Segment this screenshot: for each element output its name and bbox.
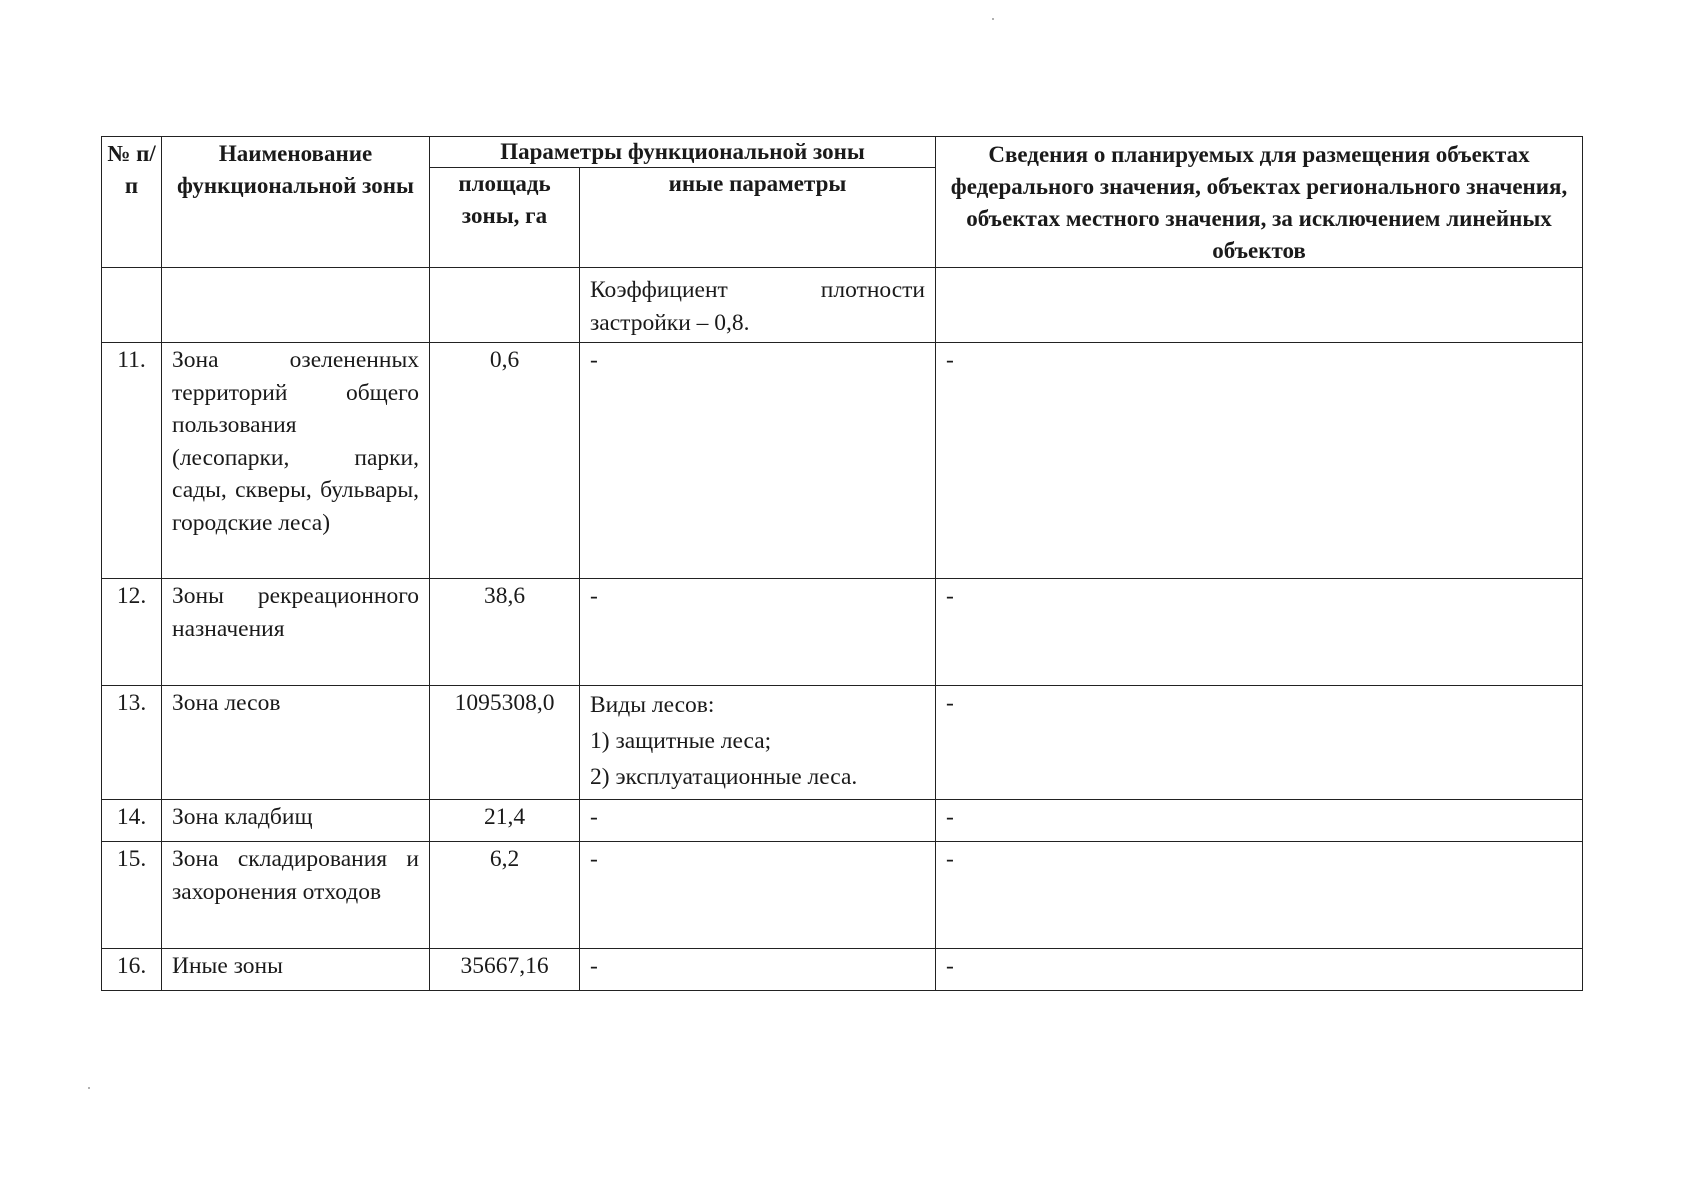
cell-area: 0,6: [430, 343, 580, 579]
scan-speck: [88, 1087, 90, 1089]
header-zone-params: Параметры функциональной зоны: [430, 137, 936, 168]
table-row: [102, 949, 1583, 991]
cell-zone-name: Зоны рекреационного назначения: [162, 579, 430, 686]
cell-other-params: -: [580, 579, 936, 686]
cell-num: 14.: [102, 800, 162, 842]
cell-num: 13.: [102, 686, 162, 800]
table-row: [102, 800, 1583, 842]
cell-area: 1095308,0: [430, 686, 580, 800]
cell-other-params: -: [580, 949, 936, 991]
cell-other-params: -: [580, 842, 936, 949]
cell-zone-name: Зона кладбищ: [162, 800, 430, 842]
table-row: [102, 579, 1583, 686]
cell-planned-objects: -: [936, 579, 1583, 686]
cell-other-params: [580, 268, 936, 343]
forest-type-item: 2) эксплуатационные леса.: [590, 764, 858, 790]
cell-area: 38,6: [430, 579, 580, 686]
header-planned-objects: Сведения о планируемых для размещения объектах федерального значения, объектах регионального значения, объектах местного значения, за исключением линейных объектов: [936, 137, 1583, 268]
cell-area: 6,2: [430, 842, 580, 949]
density-text-line-2: застройки – 0,8.: [590, 310, 750, 336]
cell-planned-objects: -: [936, 842, 1583, 949]
cell-num: 16.: [102, 949, 162, 991]
cell-num: [102, 268, 162, 343]
cell-area: 21,4: [430, 800, 580, 842]
cell-area: [430, 268, 580, 343]
cell-planned-objects: [936, 268, 1583, 343]
cell-zone-name: Зона складирования и захоронения отходов: [162, 842, 430, 949]
cell-zone-name: [162, 268, 430, 343]
table-row: [102, 686, 1583, 800]
table-row: [102, 842, 1583, 949]
cell-planned-objects: -: [936, 800, 1583, 842]
header-zone-name: Наименование функциональной зоны: [162, 137, 430, 268]
cell-planned-objects: -: [936, 949, 1583, 991]
header-other-params: иные параметры: [580, 168, 936, 268]
cell-zone-name: Зона озелененных территорий общего пользования (лесопарки, парки, сады, скверы, бульвары, городские леса): [162, 343, 430, 579]
cell-planned-objects: -: [936, 343, 1583, 579]
table-row: [102, 343, 1583, 579]
header-row-1: [102, 137, 1583, 168]
cell-num: 11.: [102, 343, 162, 579]
table-row-continuation: [102, 268, 1583, 343]
functional-zones-table: [101, 136, 1583, 991]
forest-types-label: Виды лесов:: [590, 692, 715, 718]
cell-planned-objects: -: [936, 686, 1583, 800]
cell-zone-name: Иные зоны: [162, 949, 430, 991]
cell-zone-name: Зона лесов: [162, 686, 430, 800]
cell-other-params: [580, 686, 936, 800]
cell-num: 12.: [102, 579, 162, 686]
cell-num: 15.: [102, 842, 162, 949]
cell-area: 35667,16: [430, 949, 580, 991]
density-text-line-1: Коэффициент плотности: [590, 277, 926, 303]
cell-other-params: -: [580, 800, 936, 842]
header-num: № п/ п: [102, 137, 162, 268]
header-area: площадь зоны, га: [430, 168, 580, 268]
cell-other-params: -: [580, 343, 936, 579]
scan-speck: [992, 18, 994, 20]
forest-type-item: 1) защитные леса;: [590, 728, 772, 754]
